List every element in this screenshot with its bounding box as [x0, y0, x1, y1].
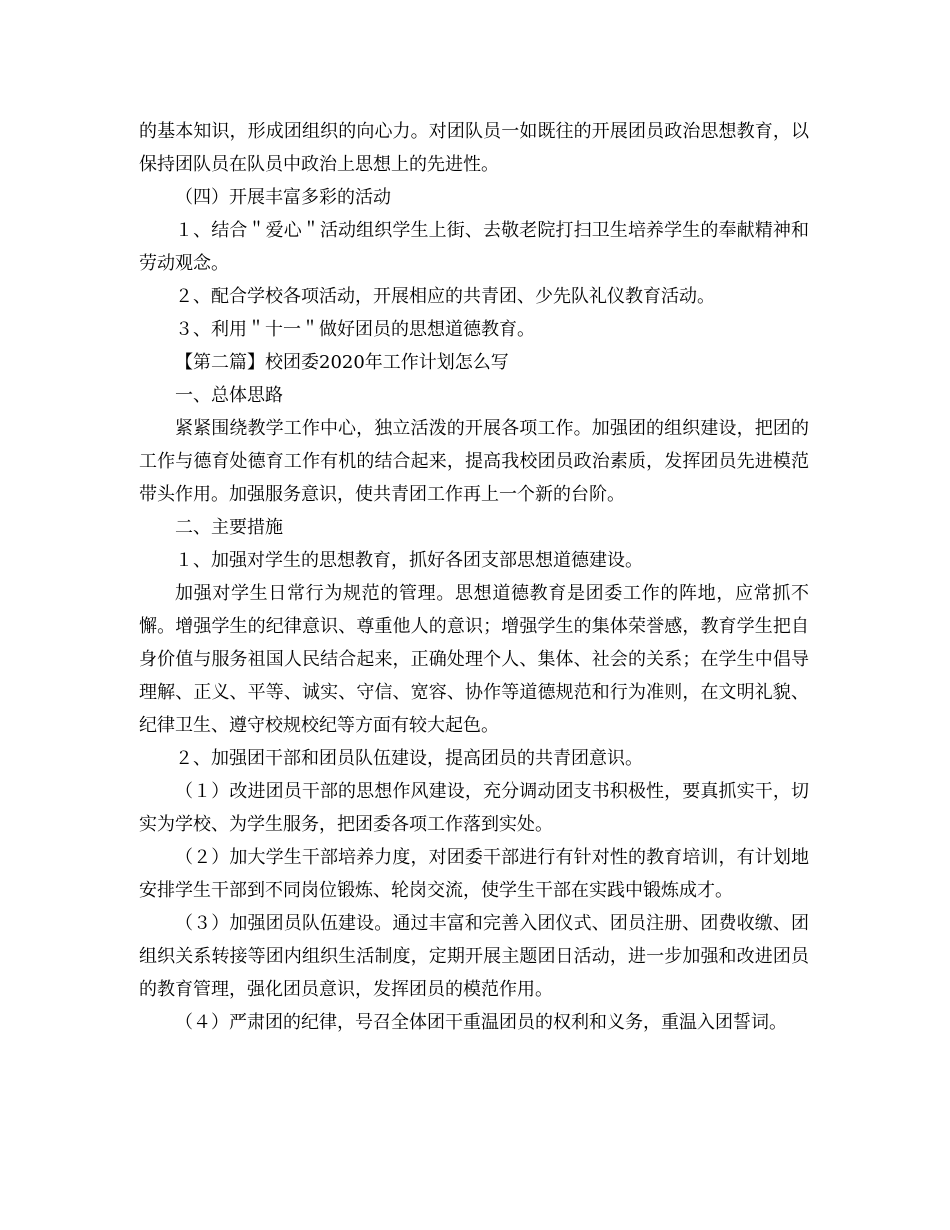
sub-item-1: （１）改进团员干部的思想作风建设，充分调动团支书积极性，要真抓实干，切实为学校、为学生服务，把团委各项工作落到实处。: [139, 781, 809, 835]
list-item-measure-2: ２、加强团干部和团员队伍建设，提高团员的共青团意识。: [175, 748, 643, 769]
list-item-measure-1: １、加强对学生的思想教育，抓好各团支部思想道德建设。: [175, 550, 643, 571]
list-item-activity-1: １、结合＂爱心＂活动组织学生上街、去敬老院打扫卫生培养学生的奉献精神和劳动观念。: [139, 220, 809, 274]
sub-item-3: （３）加强团员队伍建设。通过丰富和完善入团仪式、团员注册、团费收缴、团组织关系转接等团内组织生活制度，定期开展主题团日活动，进一步加强和改进团员的教育管理，强化团员意识，发挥团员的模范作用。: [139, 913, 809, 1000]
heading-overall-approach: 一、总体思路: [175, 385, 283, 406]
paragraph-intro-continuation: 的基本知识，形成团组织的向心力。对团队员一如既往的开展团员政治思想教育，以保持团队员在队员中政治上思想上的先进性。: [139, 121, 809, 175]
list-item-activity-3: ３、利用＂十一＂做好团员的思想道德教育。: [175, 319, 535, 340]
section-title-part-two: 【第二篇】校团委2020年工作计划怎么写: [175, 352, 509, 373]
paragraph-overall-approach: 紧紧围绕教学工作中心，独立活泼的开展各项工作。加强团的组织建设，把团的工作与德育处德育工作有机的结合起来，提高我校团员政治素质，发挥团员先进模范带头作用。加强服务意识，使共青团工作再上一个新的台阶。: [139, 418, 809, 505]
sub-item-2: （２）加大学生干部培养力度，对团委干部进行有针对性的教育培训，有计划地安排学生干部到不同岗位锻炼、轮岗交流，使学生干部在实践中锻炼成才。: [139, 847, 809, 901]
heading-main-measures: 二、主要措施: [175, 517, 283, 538]
document-body: [139, 115, 809, 1039]
sub-item-4: （４）严肃团的纪律，号召全体团干重温团员的权利和义务，重温入团誓词。: [175, 1012, 787, 1033]
paragraph-measure-1-detail: 加强对学生日常行为规范的管理。思想道德教育是团委工作的阵地，应常抓不懈。增强学生的纪律意识、尊重他人的意识；增强学生的集体荣誉感，教育学生把自身价值与服务祖国人民结合起来，正确处理个人、集体、社会的关系；在学生中倡导理解、正义、平等、诚实、守信、宽容、协作等道德规范和行为准则，在文明礼貌、纪律卫生、遵守校规校纪等方面有较大起色。: [139, 583, 809, 736]
list-item-activity-2: ２、配合学校各项活动，开展相应的共青团、少先队礼仪教育活动。: [175, 286, 715, 307]
heading-activities: （四）开展丰富多彩的活动: [175, 187, 391, 208]
